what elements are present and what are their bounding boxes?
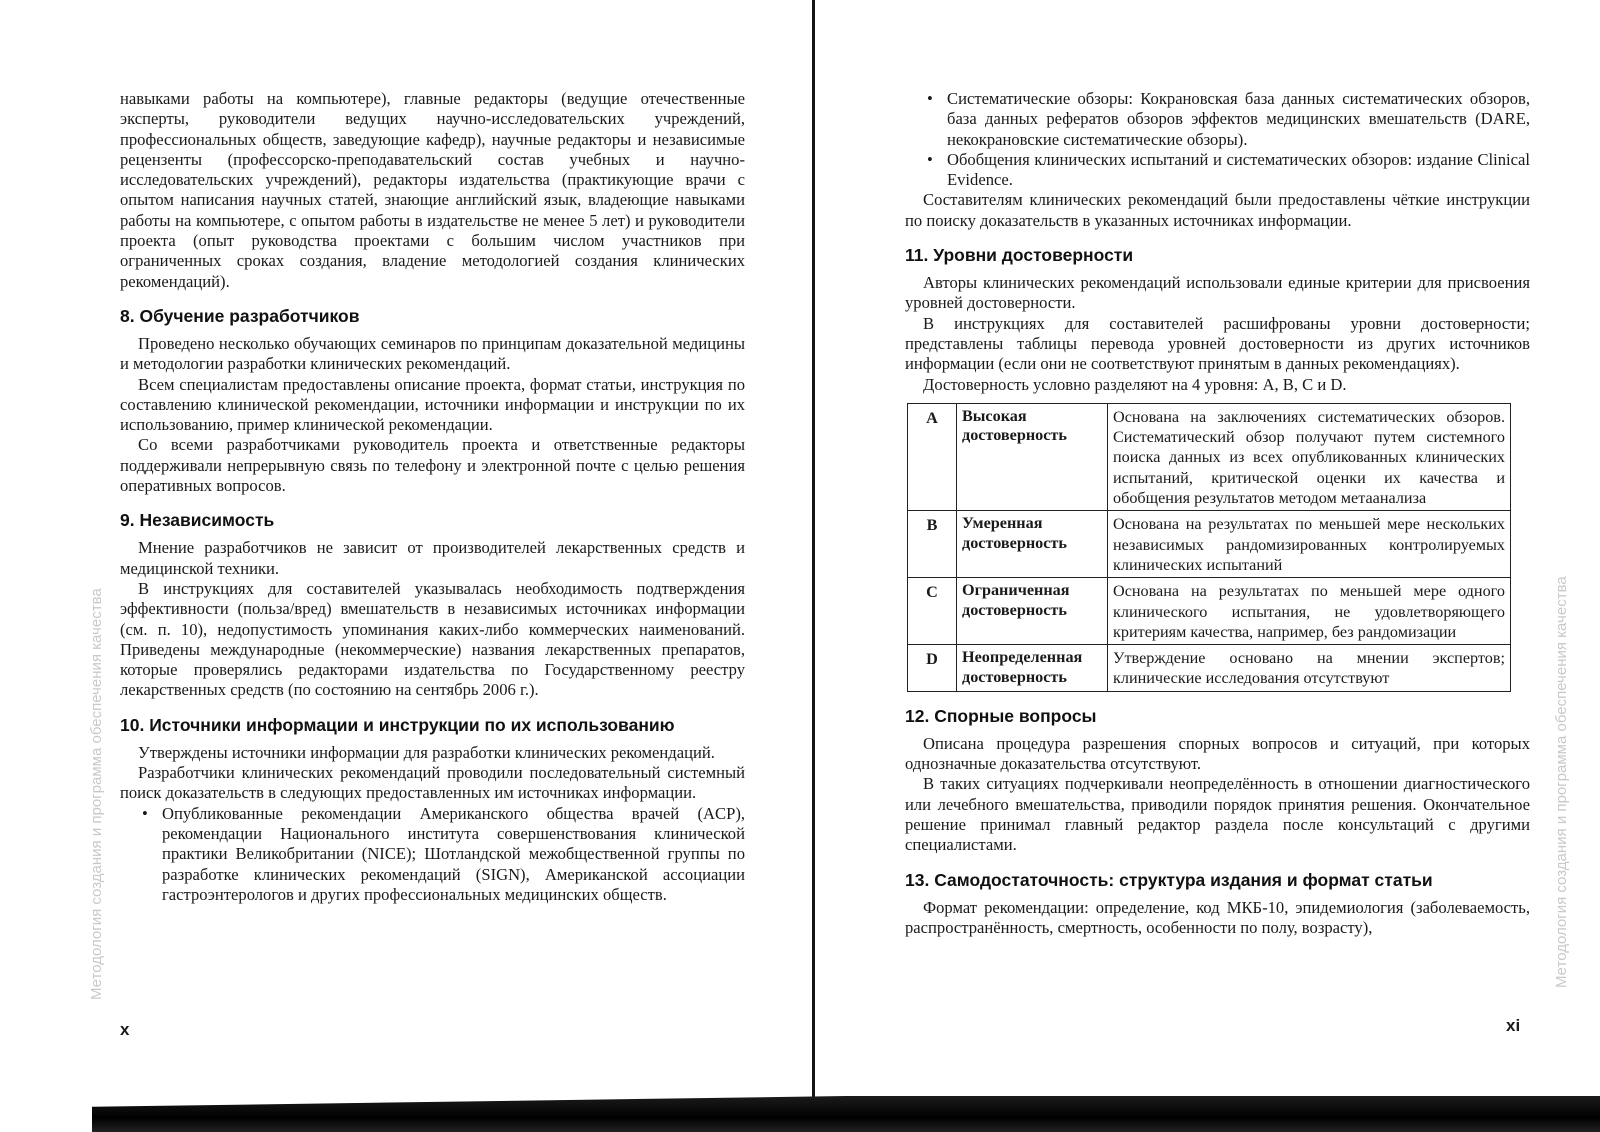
section-9-paragraph-1: Мнение разработчиков не зависит от производителей лекарственных средств и медицинской техники. <box>120 538 745 578</box>
level-description-cell: Основана на результатах по меньшей мере одного клинического испытания, не удовлетворяющего критериям качества, например, без рандомизации <box>1108 578 1511 645</box>
table-row <box>908 645 1511 692</box>
section-8-paragraph-2: Всем специалистам предоставлены описание проекта, формат статьи, инструкция по составлению клинической рекомендации, источники информации и инструкции по их использованию, пример клинической рекомендации. <box>120 374 745 435</box>
section-8-heading: 8. Обучение разработчиков <box>120 305 360 326</box>
level-description-cell: Основана на результатах по меньшей мере нескольких независимых рандомизированных контролируемых клинических испытаний <box>1108 511 1511 578</box>
section-12-paragraph-2: В таких ситуациях подчеркивали неопределённость в отношении диагностического или лечебного вмешательства, приводили порядок принятия решения. Окончательное решение принимал главный редактор раздела после консультаций с другими специалистами. <box>905 774 1530 855</box>
sources-list-item <box>927 89 1530 150</box>
table-row <box>908 403 1511 510</box>
level-cell: C <box>908 578 957 645</box>
section-8-paragraph-3: Со всеми разработчиками руководитель проекта и ответственные редакторы поддерживали непрерывную связь по телефону и электронной почте с целью решения оперативных вопросов. <box>120 435 745 496</box>
evidence-levels-table <box>907 403 1511 692</box>
sources-list-item <box>142 803 745 905</box>
sources-list-item <box>927 149 1530 191</box>
section-11-heading: 11. Уровни достоверности <box>905 245 1134 266</box>
bullet-marker: • <box>142 803 148 823</box>
page-number-left: x <box>120 1020 130 1039</box>
level-name-cell: Неопределенная достоверность <box>957 645 1108 692</box>
level-name-cell: Высокая достоверность <box>957 403 1108 510</box>
sources-list <box>120 804 745 905</box>
level-cell: D <box>908 645 957 692</box>
section-11-paragraph-3: Достоверность условно разделяют на 4 уровня: A, B, C и D. <box>923 374 1347 394</box>
section-10-heading: 10. Источники информации и инструкции по их использованию <box>120 714 675 735</box>
section-11-paragraph-1: Авторы клинических рекомендаций использовали единые критерии для присвоения уровней достоверности. <box>905 273 1530 313</box>
section-12-paragraph-1: Описана процедура разрешения спорных вопросов и ситуаций, при которых однозначные доказательства отсутствуют. <box>905 733 1530 774</box>
sources-list-item-text: Систематические обзоры: Кокрановская база данных систематических обзоров, база данных рефератов обзоров эффектов медицинских вмешательств (DARE, некокрановские систематические обзоры). <box>947 89 1530 149</box>
level-cell: B <box>908 511 957 578</box>
intro-paragraph: навыками работы на компьютере), главные редакторы (ведущие отечественные эксперты, руководители ведущих научно-исследовательских учреждений, профессиональных обществ, заведующие кафедр), научные редакторы и независимые рецензенты (профессорско-преподавательский состав учебных и научно-исследовательских учреждений), редакторы издательства (практикующие врачи с опытом написания научных статей, знающие английский язык, владеющие навыками работы на компьютере, с опытом работы в издательстве не менее 5 лет) и руководители проекта (опыт руководства проектами с большим числом участников при ограниченных сроках создания, владение методологией создания клинических рекомендаций). <box>120 89 745 291</box>
section-12-heading: 12. Спорные вопросы <box>905 705 1097 726</box>
sources-list-item-text: Опубликованные рекомендации Американского общества врачей (ACP), рекомендации Национального института совершенствования клинической практики Великобритании (NICE); Шотландской межобщественной группы по разработке клинических рекомендаций (SIGN), Американской ассоциации гастроэнтерологов и других профессиональных медицинских обществ. <box>162 803 745 904</box>
level-name-cell: Ограниченная достоверность <box>957 578 1108 645</box>
left-text-column <box>120 89 745 905</box>
right-margin-running-title: Методология создания и программа обеспечения качества <box>1553 576 1570 988</box>
table-row <box>908 578 1511 645</box>
right-page <box>816 0 1600 1132</box>
bullet-marker: • <box>927 89 933 108</box>
level-description-cell: Утверждение основано на мнении экспертов; клинические исследования отсутствуют <box>1108 645 1511 692</box>
bullet-marker: • <box>927 149 933 169</box>
section-9-heading: 9. Независимость <box>120 510 275 531</box>
section-13-paragraph-1: Формат рекомендации: определение, код МКБ-10, эпидемиология (заболеваемость, распространённость, смертность, особенности по полу, возрасту), <box>905 897 1530 937</box>
left-margin-running-title: Методология создания и программа обеспечения качества <box>88 588 105 1000</box>
sources-list-item-text: Обобщения клинических испытаний и систематических обзоров: издание Clinical Evidence. <box>947 149 1530 190</box>
instructions-paragraph: Составителям клинических рекомендаций были предоставлены чёткие инструкции по поиску доказательств в указанных источниках информации. <box>905 190 1530 230</box>
right-text-column <box>905 89 1530 938</box>
section-9-paragraph-2: В инструкциях для составителей указывалась необходимость подтверждения эффективности (польза/вред) вмешательств в независимых источниках информации (см. п. 10), недопустимость упоминания каких-либо коммерческих наименований. Приведены международные (некоммерческие) названия лекарственных препаратов, которые проверялись редакторами издательства по Государственному реестру лекарственных средств (по состоянию на сентябрь 2006 г.). <box>120 578 745 700</box>
page-number-right: xi <box>1506 1016 1521 1035</box>
level-description-cell: Основана на заключениях систематических обзоров. Систематический обзор получают путем системного поиска данных из всех опубликованных клинических испытаний, критической оценки их качества и обобщения результатов методом метаанализа <box>1108 403 1511 510</box>
level-cell: A <box>908 403 957 510</box>
section-10-paragraph-1: Утверждены источники информации для разработки клинических рекомендаций. <box>138 742 715 762</box>
section-11-paragraph-2: В инструкциях для составителей расшифрованы уровни достоверности; представлены таблицы перевода уровней достоверности из других источников информации (если они не соответствуют принятым в данных рекомендациях). <box>905 313 1530 374</box>
section-8-paragraph-1: Проведено несколько обучающих семинаров по принципам доказательной медицины и методологии разработки клинических рекомендаций. <box>120 333 745 374</box>
section-13-heading: 13. Самодостаточность: структура издания и формат статьи <box>905 869 1433 890</box>
section-10-paragraph-2: Разработчики клинических рекомендаций проводили последовательный системный поиск доказательств в следующих предоставленных им источниках информации. <box>120 763 745 803</box>
sources-list-continued <box>905 89 1530 190</box>
book-spine <box>812 0 815 1100</box>
level-name-cell: Умеренная достоверность <box>957 511 1108 578</box>
table-row <box>908 511 1511 578</box>
